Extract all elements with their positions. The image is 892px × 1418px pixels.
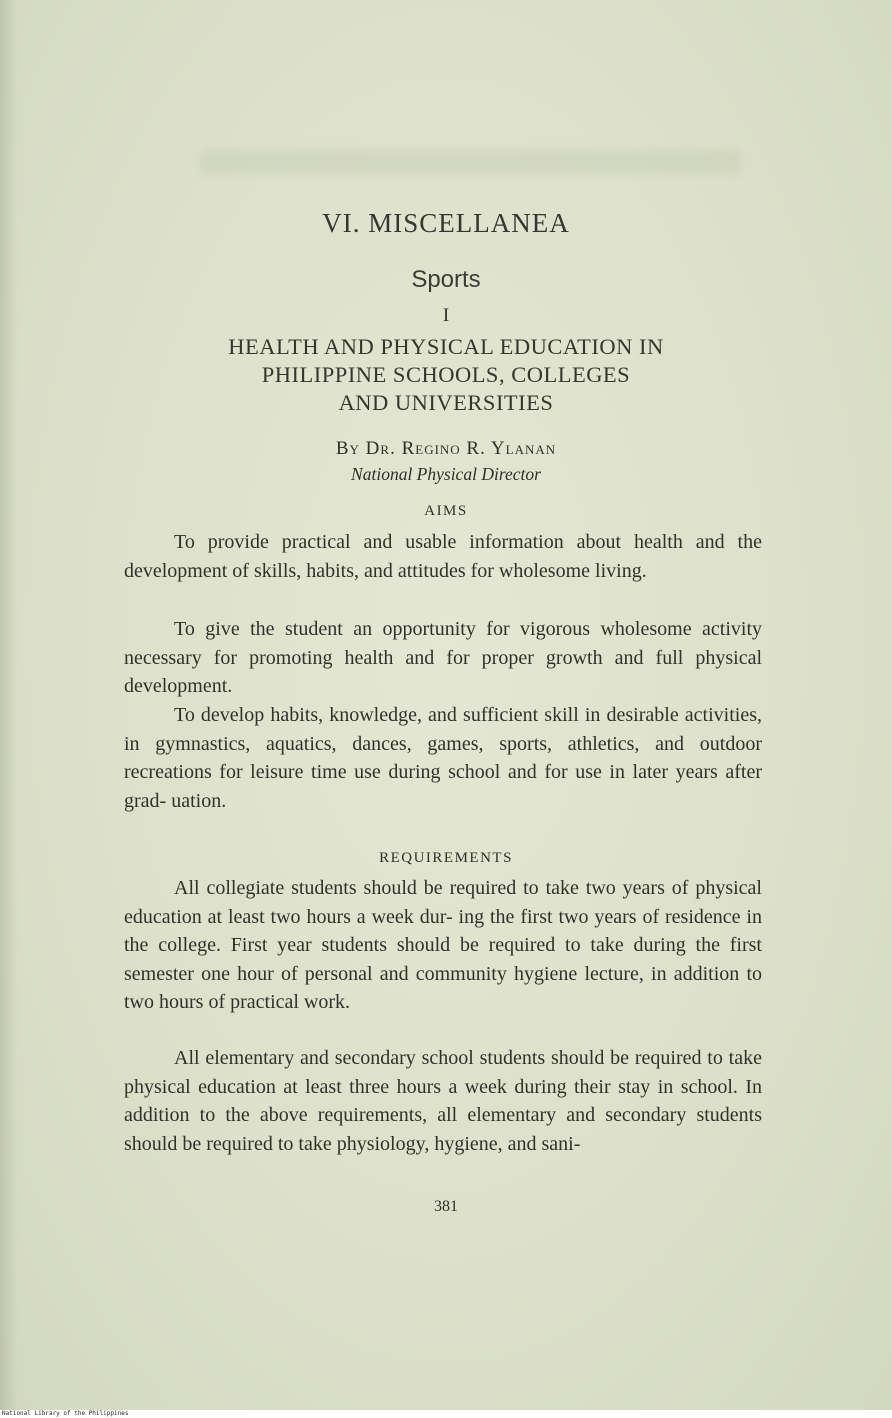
show-through-bleed xyxy=(200,150,740,174)
article-title-line: PHILIPPINE SCHOOLS, COLLEGES xyxy=(261,362,631,387)
article-title-line: AND UNIVERSITIES xyxy=(338,390,554,415)
aims-paragraph: To provide practical and usable information about health and the development of skills, habits, and attitudes for wholesome living. xyxy=(124,531,762,582)
author-affiliation: National Physical Director xyxy=(351,464,541,484)
article-number: I xyxy=(442,305,450,326)
library-credit: National Library of the Philippines xyxy=(2,1410,129,1417)
subsection-title: Sports xyxy=(411,266,481,293)
article-title-line: HEALTH AND PHYSICAL EDUCATION IN xyxy=(228,334,664,359)
author-byline: By Dr. Regino R. Ylanan xyxy=(335,438,557,459)
section-heading: VI. MISCELLANEA xyxy=(322,208,570,238)
aims-paragraph: To give the student an opportunity for vigorous wholesome activity necessary for promoting health and for proper growth and full physical development. xyxy=(124,618,762,697)
scan-footer-strip xyxy=(0,1410,892,1418)
aims-heading: AIMS xyxy=(424,503,468,519)
aims-paragraph: To develop habits, knowledge, and sufficient skill in desirable activities, in gymnastics, aquatics, dances, games, sports, athletics, and outdoor recreations for leisure time use during school and for use in later years after grad- uation. xyxy=(124,704,762,812)
requirements-paragraph: All elementary and secondary school students should be required to take physical education at least three hours a week during their stay in school. In addition to the above requirements, all elementary and secondary students should be required to take physiology, hygiene, and sani- xyxy=(124,1047,762,1155)
requirements-heading: REQUIREMENTS xyxy=(379,850,513,866)
article-title xyxy=(120,333,772,417)
page-number: 381 xyxy=(434,1198,458,1215)
requirements-paragraph: All collegiate students should be required to take two years of physical education at least two hours a week dur- ing the first two years of residence in the college. First year students should be required to take during the first semester one hour of personal and community hygiene lecture, in addition to two hours of practical work. xyxy=(124,877,762,1013)
